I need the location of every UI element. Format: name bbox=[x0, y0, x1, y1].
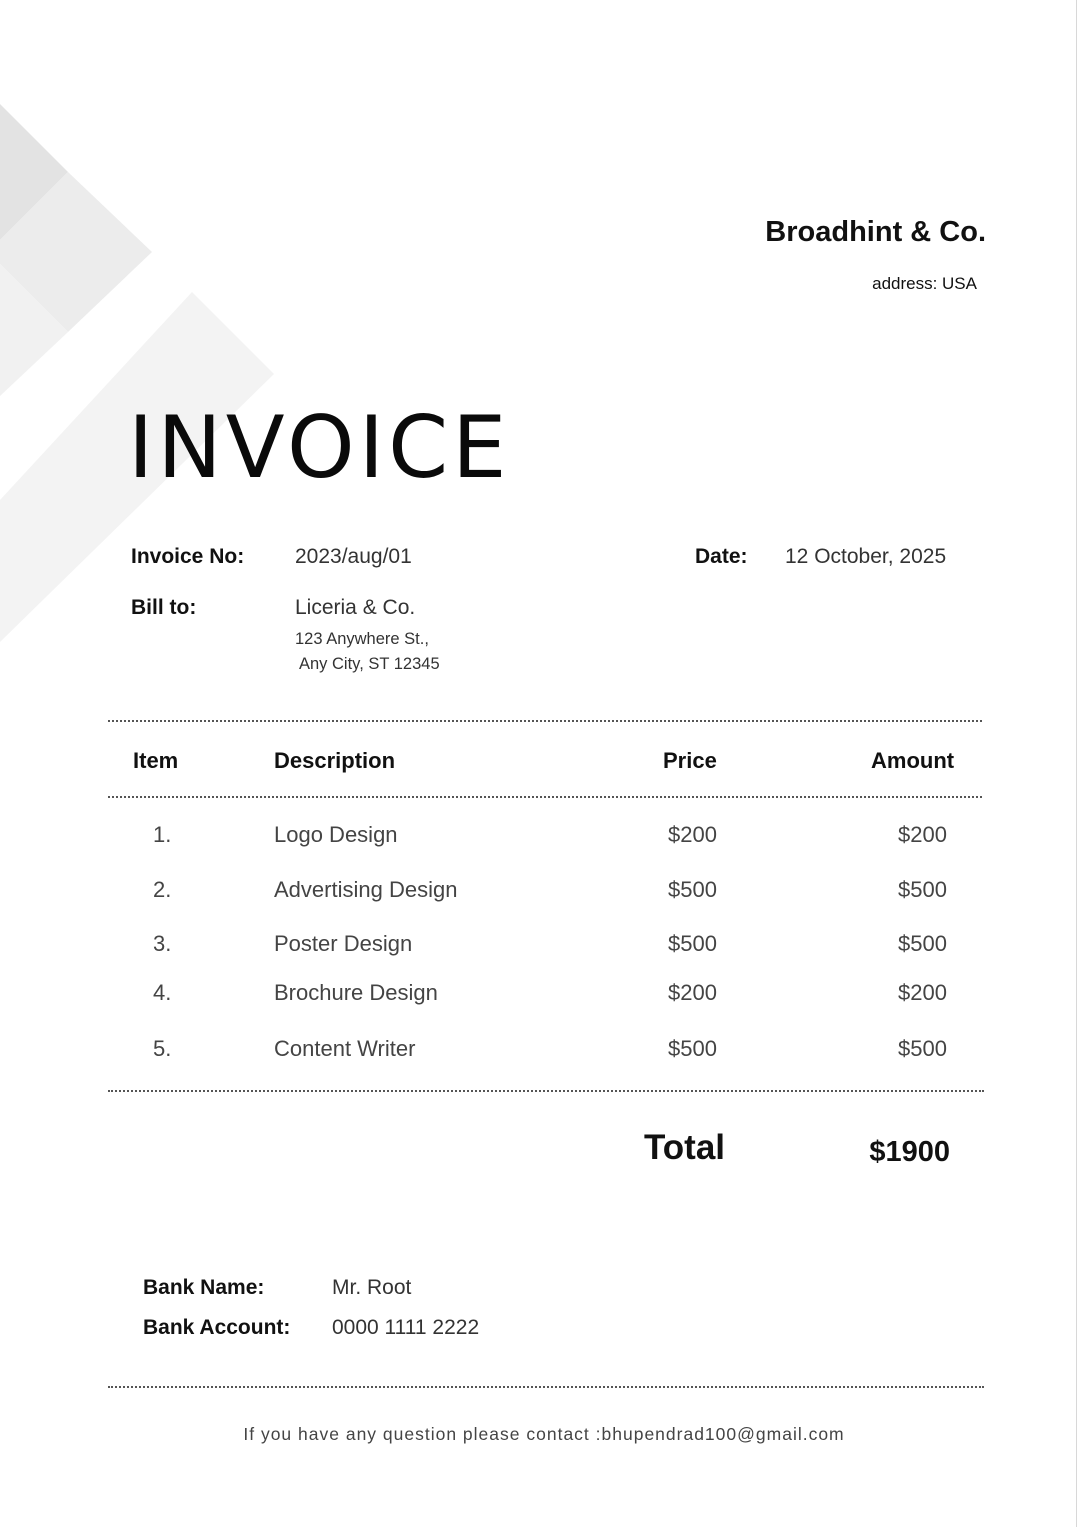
row-price: $200 bbox=[668, 822, 717, 847]
invoice-no-label: Invoice No: bbox=[131, 545, 245, 568]
row-description: Logo Design bbox=[274, 822, 398, 847]
header-price: Price bbox=[663, 748, 717, 773]
invoice-title: INVOICE bbox=[128, 398, 511, 498]
row-description: Content Writer bbox=[274, 1036, 416, 1061]
total-label: Total bbox=[644, 1128, 726, 1167]
header-item: Item bbox=[133, 748, 179, 773]
row-amount: $500 bbox=[898, 877, 947, 902]
bank-account-value: 0000 1111 2222 bbox=[332, 1316, 480, 1339]
row-description: Poster Design bbox=[274, 931, 413, 956]
row-description: Advertising Design bbox=[274, 877, 458, 902]
row-item-number: 3. bbox=[153, 931, 172, 956]
row-price: $200 bbox=[668, 980, 717, 1005]
row-item-number: 2. bbox=[153, 877, 172, 902]
row-item-number: 4. bbox=[153, 980, 172, 1005]
footer-contact-note: If you have any question please contact :bhupendrad100@gmail.com bbox=[243, 1424, 845, 1444]
row-amount: $200 bbox=[898, 980, 947, 1005]
company-address: address: USA bbox=[872, 274, 977, 293]
bill-to-name: Liceria & Co. bbox=[295, 596, 416, 619]
table-bottom-divider bbox=[108, 1090, 984, 1092]
row-item-number: 1. bbox=[153, 822, 172, 847]
row-price: $500 bbox=[668, 931, 717, 956]
footer-divider bbox=[108, 1386, 984, 1388]
table-top-divider bbox=[108, 720, 982, 722]
date-label: Date: bbox=[695, 545, 748, 568]
date-value: 12 October, 2025 bbox=[785, 545, 947, 568]
bank-name-value: Mr. Root bbox=[332, 1276, 412, 1299]
header-amount: Amount bbox=[871, 748, 955, 773]
row-amount: $500 bbox=[898, 931, 947, 956]
row-amount: $500 bbox=[898, 1036, 947, 1061]
row-amount: $200 bbox=[898, 822, 947, 847]
page-edge-line bbox=[1076, 0, 1077, 1527]
row-price: $500 bbox=[668, 877, 717, 902]
table-header-divider bbox=[108, 796, 982, 798]
invoice-no-value: 2023/aug/01 bbox=[295, 545, 412, 568]
row-price: $500 bbox=[668, 1036, 717, 1061]
bank-account-label: Bank Account: bbox=[143, 1316, 291, 1339]
bank-name-label: Bank Name: bbox=[143, 1276, 265, 1299]
bill-to-label: Bill to: bbox=[131, 596, 197, 619]
bill-to-address-line2: Any City, ST 12345 bbox=[299, 655, 440, 673]
company-name: Broadhint & Co. bbox=[765, 216, 986, 248]
header-description: Description bbox=[274, 748, 396, 773]
total-value: $1900 bbox=[869, 1136, 950, 1168]
decorative-background-shapes bbox=[0, 0, 320, 700]
bill-to-address-line1: 123 Anywhere St., bbox=[295, 630, 429, 648]
row-description: Brochure Design bbox=[274, 980, 438, 1005]
row-item-number: 5. bbox=[153, 1036, 172, 1061]
